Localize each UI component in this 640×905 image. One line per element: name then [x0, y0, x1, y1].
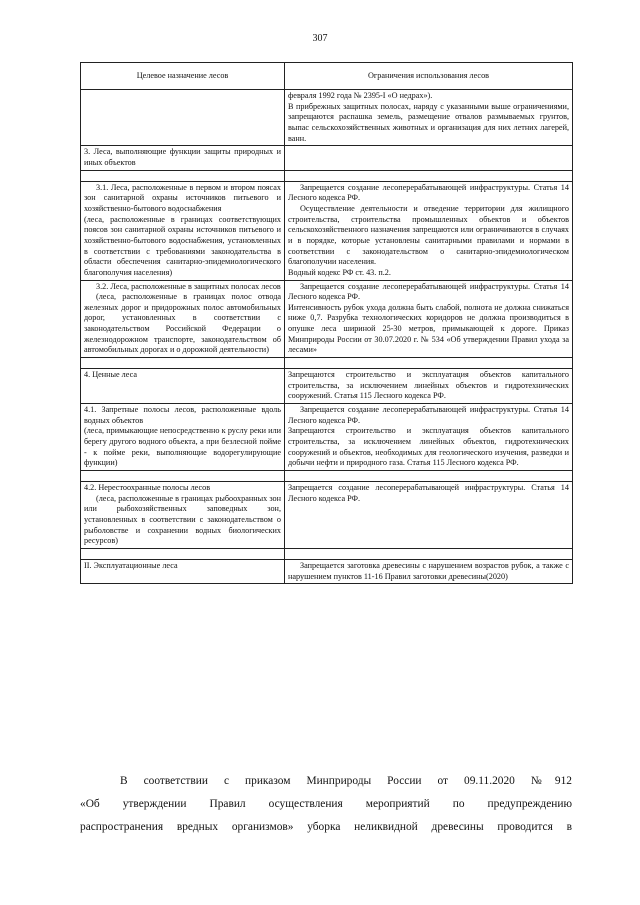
restriction-text: Запрещаются строительство и эксплуатация объектов капитального строительства, за исключением линейных объектов и гидротехнических сооружений. Статья 115 Лесного кодекса РФ.: [288, 370, 569, 401]
purpose-title: 3.2. Леса, расположенные в защитных полосах лесов: [96, 281, 281, 291]
restriction-text: Интенсивность рубок ухода должна быть слабой, полнота не должна снижаться ниже 0,7. Разрубка технологических коридоров не должна производиться в опушке леса шириной 25-30 метров, примыкающей к дороге. Приказ Минприроды России от 30.07.2020 г. № 534 «Об утверждении Правил ухода за лесами»: [288, 302, 569, 355]
table-row-3: [81, 146, 573, 170]
cell-purpose: [81, 559, 285, 583]
purpose-description: (леса, примыкающие непосредственно к руслу реки или берегу другого водного объекта, а при безлесной пойме - к пойме реки, выполняющие водорегулирующие функции): [84, 426, 281, 468]
table-header-row: [81, 63, 573, 90]
restriction-text: февраля 1992 года № 2395-I «О недрах»).: [288, 91, 433, 100]
cell-restrictions: [285, 181, 573, 280]
cell-restrictions: [285, 482, 573, 549]
cell-restrictions: [285, 369, 573, 404]
header-purpose: Целевое назначение лесов: [81, 63, 285, 90]
body-line: В соответствии с приказом Минприроды России от 09.11.2020 №912: [120, 775, 572, 787]
cell-spacer: [81, 170, 285, 181]
body-line: «Об утверждении Правил осуществления мероприятий по предупреждению: [80, 798, 572, 810]
cell-spacer: [81, 548, 285, 559]
table-row-continuation: [81, 90, 573, 146]
table-row-spacer: [81, 358, 573, 369]
restriction-text: Водный кодекс РФ ст. 43. п.2.: [288, 267, 391, 277]
table-row-3-1: [81, 181, 573, 280]
restriction-text: Запрещаются строительство и эксплуатация объектов капитального строительства, за исключением линейных объектов, гидротехнических сооружений и объектов, необходимых для геологического изучения, разведки и добычи нефти и природного газа. Статья 115 Лесного кодекса РФ.: [288, 426, 569, 468]
cell-purpose: [81, 404, 285, 471]
restriction-text: Запрещается заготовка древесины с нарушением возрастов рубок, а также с нарушением пунктов 11-16 Правил заготовки древесины(2020): [288, 560, 569, 581]
purpose-title: 4.2. Нерестоохранные полосы лесов: [84, 483, 211, 492]
purpose-title: 4. Ценные леса: [84, 370, 137, 380]
cell-spacer: [81, 358, 285, 369]
cell-restrictions: [285, 90, 573, 146]
cell-purpose: [81, 482, 285, 549]
purpose-description: (леса, расположенные в границах полос отвода железных дорог и придорожных полос автомобильных дорог, установленных в соответствии с законодательством Российской Федерации о железнодорожном транспорте, законодательством об автомобильных дорогах и о дорожной деятельности): [84, 292, 281, 355]
forest-restrictions-table: [80, 62, 573, 584]
cell-spacer: [285, 170, 573, 181]
cell-spacer: [285, 358, 573, 369]
table-row-4-1: [81, 404, 573, 471]
restriction-text: Запрещается создание лесоперерабатывающей инфраструктуры. Статья 14 Лесного кодекса РФ.: [288, 405, 569, 425]
body-line: распространения вредных организмов» уборка неликвидной древесины проводится в: [80, 821, 572, 833]
table-row-3-2: [81, 280, 573, 358]
purpose-title: 3.1. Леса, расположенные в первом и втором поясах зон санитарной охраны источников питьевого и хозяйственно-бытового водоснабжения: [84, 182, 281, 213]
table-row-spacer: [81, 170, 573, 181]
restriction-text: Запрещается создание лесоперерабатывающей инфраструктуры. Статья 14 Лесного кодекса РФ.: [288, 483, 569, 503]
cell-purpose-empty: [81, 90, 285, 146]
cell-spacer: [81, 471, 285, 482]
page-number: 307: [312, 33, 328, 44]
cell-restrictions: [285, 280, 573, 358]
restriction-text: Запрещается создание лесоперерабатывающей инфраструктуры. Статья 14 Лесного кодекса РФ.: [288, 182, 569, 203]
table-row-spacer: [81, 548, 573, 559]
cell-purpose: [81, 146, 285, 170]
purpose-title: II. Эксплуатационные леса: [84, 560, 178, 570]
table-row-4-2: [81, 482, 573, 549]
cell-restrictions: [285, 404, 573, 471]
body-paragraph: [80, 770, 572, 839]
purpose-description: (леса, расположенные в границах рыбоохранных зон или рыбохозяйственных заповедных зон, установленных в соответствии с законодательством о рыболовстве и сохранении водных биологических ресурсов): [84, 493, 281, 546]
cell-spacer: [285, 471, 573, 482]
header-restrictions: Ограничения использования лесов: [285, 63, 573, 90]
table-row-4: [81, 369, 573, 404]
table-row-ii: [81, 559, 573, 583]
purpose-title: 3. Леса, выполняющие функции защиты природных и иных объектов: [84, 147, 281, 167]
purpose-description: (леса, расположенные в границах соответствующих поясов зон санитарной охраны источников питьевого и хозяйственно-бытового водоснабжения, установленных в соответствии с требованиями законодательства в области обеспечения санитарно-эпидемиологического благополучия населения): [84, 214, 281, 277]
restriction-text: В прибрежных защитных полосах, наряду с указанными выше ограничениями, запрещаются распашка земель, размещение отвалов размываемых грунтов, выпас сельскохозяйственных животных и организация для них летних лагерей, ванн.: [288, 101, 569, 143]
table-row-spacer: [81, 471, 573, 482]
restriction-text: Запрещается создание лесоперерабатывающей инфраструктуры. Статья 14 Лесного кодекса РФ.: [288, 281, 569, 302]
cell-purpose: [81, 280, 285, 358]
cell-restrictions: [285, 559, 573, 583]
cell-spacer: [285, 548, 573, 559]
restriction-text: Осуществление деятельности и отведение территории для жилищного строительства, строительства промышленных объектов и объектов сельскохозяйственного назначения запрещаются или ограничиваются в случаях и в порядке, которые установлены санитарными правилами и нормами в соответствии с законодательством о санитарно-эпидемиологическом благополучии населения.: [288, 203, 569, 267]
cell-purpose: [81, 369, 285, 404]
cell-purpose: [81, 181, 285, 280]
cell-restrictions-empty: [285, 146, 573, 170]
purpose-title: 4.1. Запретные полосы лесов, расположенные вдоль водных объектов: [84, 405, 281, 425]
